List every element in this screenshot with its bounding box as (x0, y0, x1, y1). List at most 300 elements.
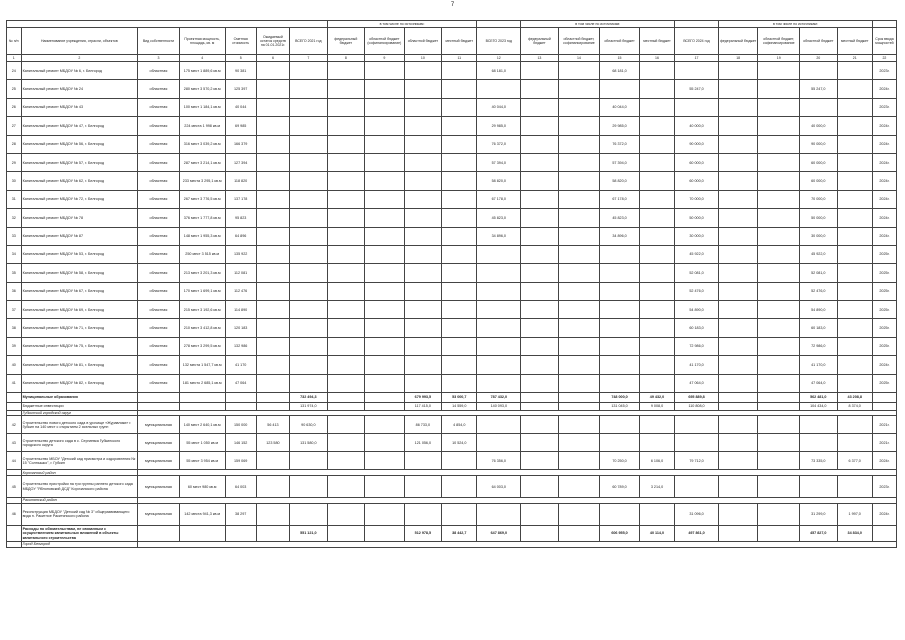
value-cell (477, 80, 521, 98)
ownership: областная (138, 282, 180, 300)
value-cell: 70 000,0 (800, 190, 837, 208)
value-cell (256, 135, 289, 153)
estimated-cost: 166 379 (225, 135, 256, 153)
value-cell (758, 98, 800, 116)
value-cell (558, 172, 600, 190)
table-row (7, 245, 897, 263)
value-cell: 70 000,0 (675, 190, 719, 208)
total-value (365, 525, 405, 541)
value-cell (558, 190, 600, 208)
value-cell (521, 356, 558, 374)
total-value (718, 525, 758, 541)
value-cell: 58 820,0 (477, 172, 521, 190)
value-cell (290, 98, 328, 116)
value-cell: 2024г. (872, 153, 896, 171)
capacity: 175 мест 1 889,6 кв.м (179, 62, 225, 80)
value-cell (718, 190, 758, 208)
value-cell: 2024г. (872, 190, 896, 208)
column-number: 5 (225, 55, 256, 62)
value-cell: 60 000,0 (675, 172, 719, 190)
total-value (718, 393, 758, 403)
capacity: 376 мест 1 777,8 кв.м (179, 209, 225, 227)
capacity: 142 места 941,3 кв.м (179, 503, 225, 525)
column-header: областной бюджет (404, 28, 441, 55)
value-cell: 2025г. (872, 374, 896, 392)
value-cell: 67 178,0 (477, 190, 521, 208)
value-cell (558, 416, 600, 434)
value-cell (521, 245, 558, 263)
column-number: 21 (837, 55, 872, 62)
total-value: 49 432,0 (639, 393, 674, 403)
total-label: Бюджетные инвестиции (21, 402, 138, 410)
estimated-cost: 38 297 (225, 503, 256, 525)
value-cell: 4 854,0 (442, 416, 477, 434)
column-number: 10 (404, 55, 441, 62)
value-cell: 60 183,0 (675, 319, 719, 337)
value-cell (365, 416, 405, 434)
value-cell (327, 374, 364, 392)
value-cell: 2025г. (872, 264, 896, 282)
total-value: 9 008,0 (639, 402, 674, 410)
value-cell (558, 98, 600, 116)
estimated-cost: 135 922 (225, 245, 256, 263)
value-cell (800, 98, 837, 116)
value-cell (442, 503, 477, 525)
estimated-cost: 159 069 (225, 452, 256, 470)
total-value: 140 093,0 (477, 402, 521, 410)
value-cell: 2024г. (872, 503, 896, 525)
column-header: областной бюджет (софинансирование) (365, 28, 405, 55)
total-value (138, 402, 180, 410)
value-cell (639, 416, 674, 434)
total-value: 43 208,8 (837, 393, 872, 403)
value-cell (404, 172, 441, 190)
ownership: областная (138, 374, 180, 392)
capacity: 148 мест 1 955,3 кв.м (179, 227, 225, 245)
total-value: 512 978,5 (404, 525, 441, 541)
value-cell (256, 172, 289, 190)
value-cell: 55 247,0 (800, 80, 837, 98)
row-number: 42 (7, 416, 22, 434)
value-cell (256, 62, 289, 80)
value-cell (290, 80, 328, 98)
column-header: областной бюджет, софинансирование (758, 28, 800, 55)
value-cell: 50 000,0 (800, 209, 837, 227)
table-row (7, 416, 897, 434)
value-cell (718, 98, 758, 116)
column-number: 13 (521, 55, 558, 62)
value-cell (837, 264, 872, 282)
value-cell: 55 247,0 (675, 80, 719, 98)
value-cell (558, 503, 600, 525)
value-cell (558, 356, 600, 374)
value-cell (600, 301, 640, 319)
total-value (179, 525, 225, 541)
value-cell (718, 374, 758, 392)
column-header: Сметная стоимость (225, 28, 256, 55)
value-cell (837, 227, 872, 245)
value-cell (558, 62, 600, 80)
value-cell: 34 896,0 (600, 227, 640, 245)
estimated-cost: 95 823 (225, 209, 256, 227)
column-number: 17 (675, 55, 719, 62)
value-cell (800, 434, 837, 452)
object-name: Капитальный ремонт МБДОУ № 69, г. Белгород (21, 301, 138, 319)
table-row (7, 227, 897, 245)
capacity: 55 мест 1 050 кв.м (179, 434, 225, 452)
capacity: 60 мест 980 кв.м (179, 476, 225, 498)
value-cell (800, 62, 837, 80)
value-cell (675, 62, 719, 80)
value-cell: 60 183,0 (800, 319, 837, 337)
column-header: Проектная мощность, площадь, кв. м (179, 28, 225, 55)
capacity: 140 мест 2 640,1 кв.м (179, 416, 225, 434)
table-row (7, 282, 897, 300)
estimated-cost: 112 476 (225, 282, 256, 300)
value-cell: 40 044,0 (477, 98, 521, 116)
value-cell: 29 985,0 (477, 117, 521, 135)
total-value (365, 393, 405, 403)
column-header: ВСЕГО 2023 год (477, 28, 521, 55)
value-cell (521, 337, 558, 355)
value-cell: 2024г. (872, 209, 896, 227)
value-cell (758, 264, 800, 282)
value-cell (675, 98, 719, 116)
value-cell (256, 374, 289, 392)
total-value: 117 415,0 (404, 402, 441, 410)
value-cell: 52 476,0 (675, 282, 719, 300)
total-value (256, 402, 289, 410)
value-cell: 76 372,0 (600, 135, 640, 153)
capacity: 55 мест 3 954 кв.м (179, 452, 225, 470)
value-cell (521, 172, 558, 190)
row-number: 27 (7, 117, 22, 135)
capacity: 213 мест 3 201,3 кв.м (179, 264, 225, 282)
total-value (521, 393, 558, 403)
value-cell (365, 209, 405, 227)
value-cell: 31 299,0 (800, 503, 837, 525)
value-cell: 29 985,0 (600, 117, 640, 135)
value-cell: 90 000,0 (800, 135, 837, 153)
value-cell (639, 62, 674, 80)
estimated-cost: 40 044 (225, 98, 256, 116)
value-cell (837, 319, 872, 337)
object-name: Капитальный ремонт МБДОУ № 57, г. Белгород (21, 153, 138, 171)
column-header: областной бюджет (800, 28, 837, 55)
value-cell (442, 452, 477, 470)
value-cell (600, 356, 640, 374)
value-cell (404, 452, 441, 470)
total-value (521, 402, 558, 410)
table-row (7, 476, 897, 498)
value-cell (442, 227, 477, 245)
value-cell (718, 476, 758, 498)
column-number: 15 (600, 55, 640, 62)
total-row (7, 525, 897, 541)
table-row (7, 452, 897, 470)
total-value (758, 402, 800, 410)
row-number: 24 (7, 62, 22, 80)
column-header: федеральный бюджет (521, 28, 558, 55)
estimated-cost: 47 064 (225, 374, 256, 392)
value-cell (256, 452, 289, 470)
value-cell (290, 301, 328, 319)
value-cell (290, 503, 328, 525)
value-cell (718, 301, 758, 319)
column-header: местный бюджет (837, 28, 872, 55)
value-cell (442, 245, 477, 263)
value-cell (639, 245, 674, 263)
total-label: Расходы по обязательствам, не связанным с осуществлением капитальных вложений в объекты капитального строительства (21, 525, 138, 541)
value-cell (758, 416, 800, 434)
value-cell (600, 319, 640, 337)
ownership: областная (138, 135, 180, 153)
estimated-cost: 112 081 (225, 264, 256, 282)
value-cell (365, 227, 405, 245)
value-cell (365, 374, 405, 392)
value-cell: 50 000,0 (675, 209, 719, 227)
value-cell (327, 356, 364, 374)
table-row (7, 503, 897, 525)
value-cell: 47 064,0 (800, 374, 837, 392)
total-value: 732 494,3 (290, 393, 328, 403)
total-row (7, 393, 897, 403)
value-cell: 52 081,0 (675, 264, 719, 282)
capacity: 181 место 2 685,1 кв.м (179, 374, 225, 392)
value-cell (758, 209, 800, 227)
value-cell (365, 98, 405, 116)
table-row (7, 190, 897, 208)
value-cell: 2023г. (872, 62, 896, 80)
capacity: 278 мест 3 299,5 кв.м (179, 337, 225, 355)
value-cell (758, 172, 800, 190)
value-cell (477, 416, 521, 434)
ownership: областная (138, 227, 180, 245)
value-cell (442, 319, 477, 337)
value-cell (256, 319, 289, 337)
value-cell (477, 282, 521, 300)
total-value (558, 525, 600, 541)
estimated-cost: 120 183 (225, 319, 256, 337)
value-cell (327, 282, 364, 300)
object-name: Капитальный ремонт МБДОУ № 6, г. Белгород (21, 62, 138, 80)
total-value: 551 121,0 (290, 525, 328, 541)
ownership: областная (138, 264, 180, 282)
value-cell (256, 245, 289, 263)
capacity: 210 мест 3 412,8 кв.м (179, 319, 225, 337)
value-cell (718, 264, 758, 282)
value-cell (256, 264, 289, 282)
value-cell (327, 503, 364, 525)
estimated-cost: 64 896 (225, 227, 256, 245)
value-cell (256, 503, 289, 525)
header-spacer (675, 21, 719, 28)
value-cell (365, 190, 405, 208)
value-cell: 56 413 (256, 416, 289, 434)
value-cell (837, 337, 872, 355)
column-number: 19 (758, 55, 800, 62)
value-cell (837, 476, 872, 498)
value-cell (758, 117, 800, 135)
column-header: ВСЕГО 2021 год (290, 28, 328, 55)
value-cell (442, 301, 477, 319)
value-cell: 2025г. (872, 319, 896, 337)
value-cell (290, 319, 328, 337)
value-cell (758, 337, 800, 355)
value-cell: 41 170,0 (800, 356, 837, 374)
total-value (872, 525, 896, 541)
value-cell (404, 190, 441, 208)
value-cell (477, 337, 521, 355)
object-name: Строительство МБОУ "Детский сад присмотра и оздоровления № 15 "Солнышко", г. Губкин (21, 452, 138, 470)
column-number: 16 (639, 55, 674, 62)
value-cell (365, 62, 405, 80)
table-row (7, 135, 897, 153)
value-cell (256, 98, 289, 116)
value-cell (327, 98, 364, 116)
total-value: 562 481,0 (800, 393, 837, 403)
value-cell (365, 264, 405, 282)
value-cell (404, 503, 441, 525)
object-name: Реконструкция МБДОУ "Детский сад № 3" общеразвивающего вида п. Ракитное Ракитянского района (21, 503, 138, 525)
total-spacer (7, 402, 22, 410)
value-cell (718, 153, 758, 171)
value-cell (442, 356, 477, 374)
total-value: 8 374,0 (837, 402, 872, 410)
value-cell (477, 356, 521, 374)
value-cell (404, 476, 441, 498)
value-cell (256, 80, 289, 98)
value-cell (404, 356, 441, 374)
ownership: областная (138, 337, 180, 355)
value-cell (256, 190, 289, 208)
value-cell (558, 153, 600, 171)
value-cell: 90 630,0 (290, 416, 328, 434)
total-value: 695 889,8 (675, 393, 719, 403)
value-cell (718, 209, 758, 227)
total-value: 647 869,0 (477, 525, 521, 541)
value-cell (477, 503, 521, 525)
section-row (7, 541, 897, 547)
value-cell (600, 434, 640, 452)
total-value: 748 000,0 (600, 393, 640, 403)
value-cell (365, 301, 405, 319)
column-number: 1 (7, 55, 22, 62)
total-value (558, 393, 600, 403)
row-number: 45 (7, 476, 22, 498)
total-value (758, 393, 800, 403)
capacity: 287 мест 3 214,1 кв.м (179, 153, 225, 171)
value-cell (327, 264, 364, 282)
value-cell (558, 434, 600, 452)
value-cell (327, 135, 364, 153)
value-cell (521, 227, 558, 245)
total-value (365, 402, 405, 410)
estimated-cost: 90 381 (225, 62, 256, 80)
value-cell (837, 62, 872, 80)
value-cell (639, 227, 674, 245)
value-cell: 45 823,0 (477, 209, 521, 227)
value-cell (521, 62, 558, 80)
column-number: 6 (256, 55, 289, 62)
value-cell (327, 209, 364, 227)
value-cell (521, 264, 558, 282)
value-cell (290, 374, 328, 392)
value-cell: 123 580 (256, 434, 289, 452)
ownership: областная (138, 245, 180, 263)
ownership: муниципальная (138, 476, 180, 498)
value-cell: 52 081,0 (800, 264, 837, 282)
capacity: 250 мест 3 515 кв.м (179, 245, 225, 263)
total-value (138, 525, 180, 541)
value-cell: 30 000,0 (800, 227, 837, 245)
object-name: Капитальный ремонт МБДОУ № 53, г. Белгород (21, 245, 138, 263)
value-cell (477, 434, 521, 452)
value-cell (600, 264, 640, 282)
value-cell: 3 214,0 (639, 476, 674, 498)
column-number: 20 (800, 55, 837, 62)
value-cell (327, 62, 364, 80)
value-cell: 64 003,0 (477, 476, 521, 498)
total-value (327, 525, 364, 541)
value-cell (758, 356, 800, 374)
value-cell (290, 356, 328, 374)
value-cell (558, 117, 600, 135)
total-value: 104 434,0 (800, 402, 837, 410)
section-spacer (7, 541, 22, 547)
value-cell (404, 374, 441, 392)
value-cell: 68 181,0 (600, 62, 640, 80)
value-cell (521, 416, 558, 434)
value-cell (521, 452, 558, 470)
total-value (256, 393, 289, 403)
column-number: 2 (21, 55, 138, 62)
value-cell (290, 245, 328, 263)
value-cell (327, 80, 364, 98)
value-cell (521, 135, 558, 153)
value-cell (675, 434, 719, 452)
value-cell (404, 98, 441, 116)
value-cell (758, 452, 800, 470)
value-cell (600, 80, 640, 98)
value-cell: 90 000,0 (675, 135, 719, 153)
value-cell (442, 135, 477, 153)
value-cell: 6 106,0 (639, 452, 674, 470)
value-cell: 2025г. (872, 245, 896, 263)
value-cell: 73 335,0 (800, 452, 837, 470)
value-cell (758, 301, 800, 319)
value-cell (718, 245, 758, 263)
value-cell (837, 374, 872, 392)
value-cell: 45 922,0 (675, 245, 719, 263)
value-cell: 57 394,0 (477, 153, 521, 171)
section-title: Губкинский городской округ (21, 410, 138, 416)
value-cell (718, 416, 758, 434)
value-cell: 68 181,0 (477, 62, 521, 80)
value-cell: 31 096,0 (675, 503, 719, 525)
table-row (7, 356, 897, 374)
value-cell: 2025г. (872, 301, 896, 319)
value-cell: 2021г. (872, 416, 896, 434)
column-number: 11 (442, 55, 477, 62)
column-header: Вид собственности (138, 28, 180, 55)
total-value (179, 393, 225, 403)
capacity: 100 мест 1 184,1 кв.м (179, 98, 225, 116)
value-cell (477, 264, 521, 282)
header-spacer (872, 21, 896, 28)
value-cell (718, 452, 758, 470)
value-cell (256, 227, 289, 245)
